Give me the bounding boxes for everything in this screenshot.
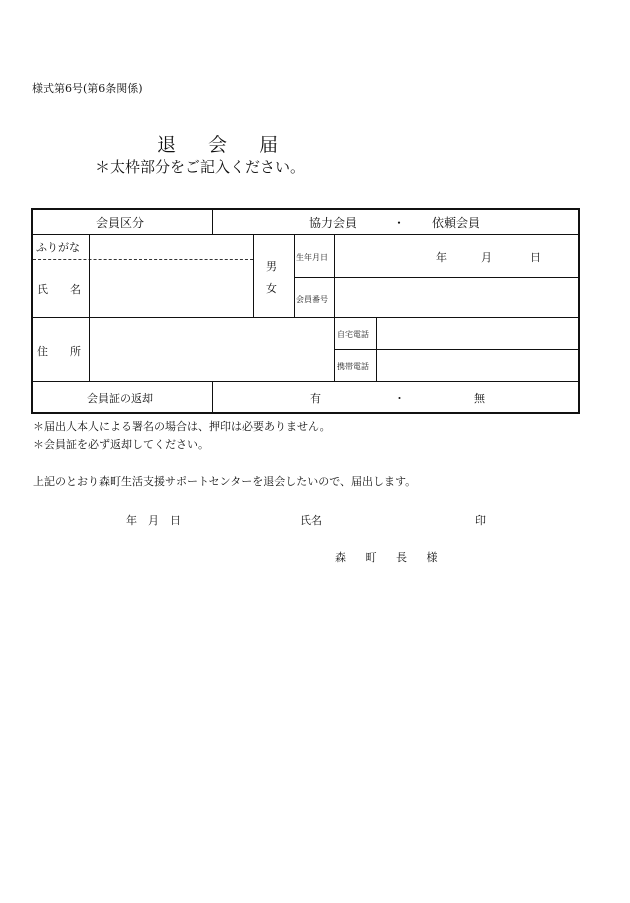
birthdate-label: 生年月日: [296, 253, 328, 262]
gender-male[interactable]: 男: [266, 260, 277, 273]
furigana-label: ふりがな: [36, 241, 80, 254]
furigana-field[interactable]: [91, 236, 251, 258]
name-label: 氏 名: [37, 283, 81, 296]
option-cooperating-member[interactable]: 協力会員: [309, 216, 358, 230]
withdrawal-form-table: [31, 208, 580, 414]
address-label: 住 所: [37, 345, 81, 358]
form-number: 様式第6号(第6条関係): [32, 82, 143, 95]
note-return-card: ＊会員証を必ず返却してください。: [33, 438, 209, 451]
note-signature: ＊届出人本人による署名の場合は、押印は必要ありません。: [33, 420, 331, 433]
birthdate-day-unit: 日: [530, 251, 541, 264]
birthdate-month-unit: 月: [481, 251, 492, 264]
signature-name-label: 氏名: [300, 514, 322, 527]
card-return-separator: ・: [394, 392, 405, 405]
birthdate-year-unit: 年: [436, 251, 447, 264]
fill-in-instruction: ＊太枠部分をご記入ください。: [95, 158, 306, 176]
home-phone-label: 自宅電話: [337, 330, 369, 339]
option-separator: ・: [393, 216, 406, 230]
card-return-no[interactable]: 無: [474, 392, 485, 405]
submission-date: 年 月 日: [126, 514, 181, 527]
declaration-text: 上記のとおり森町生活支援サポートセンターを退会したいので、届出します。: [33, 475, 417, 488]
member-number-field[interactable]: [336, 279, 576, 315]
card-return-label: 会員証の返却: [87, 392, 153, 405]
option-requesting-member[interactable]: 依頼会員: [432, 216, 481, 230]
home-phone-field[interactable]: [378, 319, 576, 347]
card-return-yes[interactable]: 有: [310, 392, 321, 405]
name-field[interactable]: [91, 261, 251, 315]
addressee: 森 町 長 様: [335, 551, 446, 564]
mobile-phone-label: 携帯電話: [337, 362, 369, 371]
gender-female[interactable]: 女: [266, 282, 277, 295]
seal-mark: 印: [475, 514, 486, 527]
address-field[interactable]: [91, 319, 332, 379]
mobile-phone-field[interactable]: [378, 351, 576, 379]
page-title: 退 会 届: [157, 134, 292, 156]
member-number-label: 会員番号: [296, 295, 328, 304]
member-class-label: 会員区分: [96, 216, 145, 230]
